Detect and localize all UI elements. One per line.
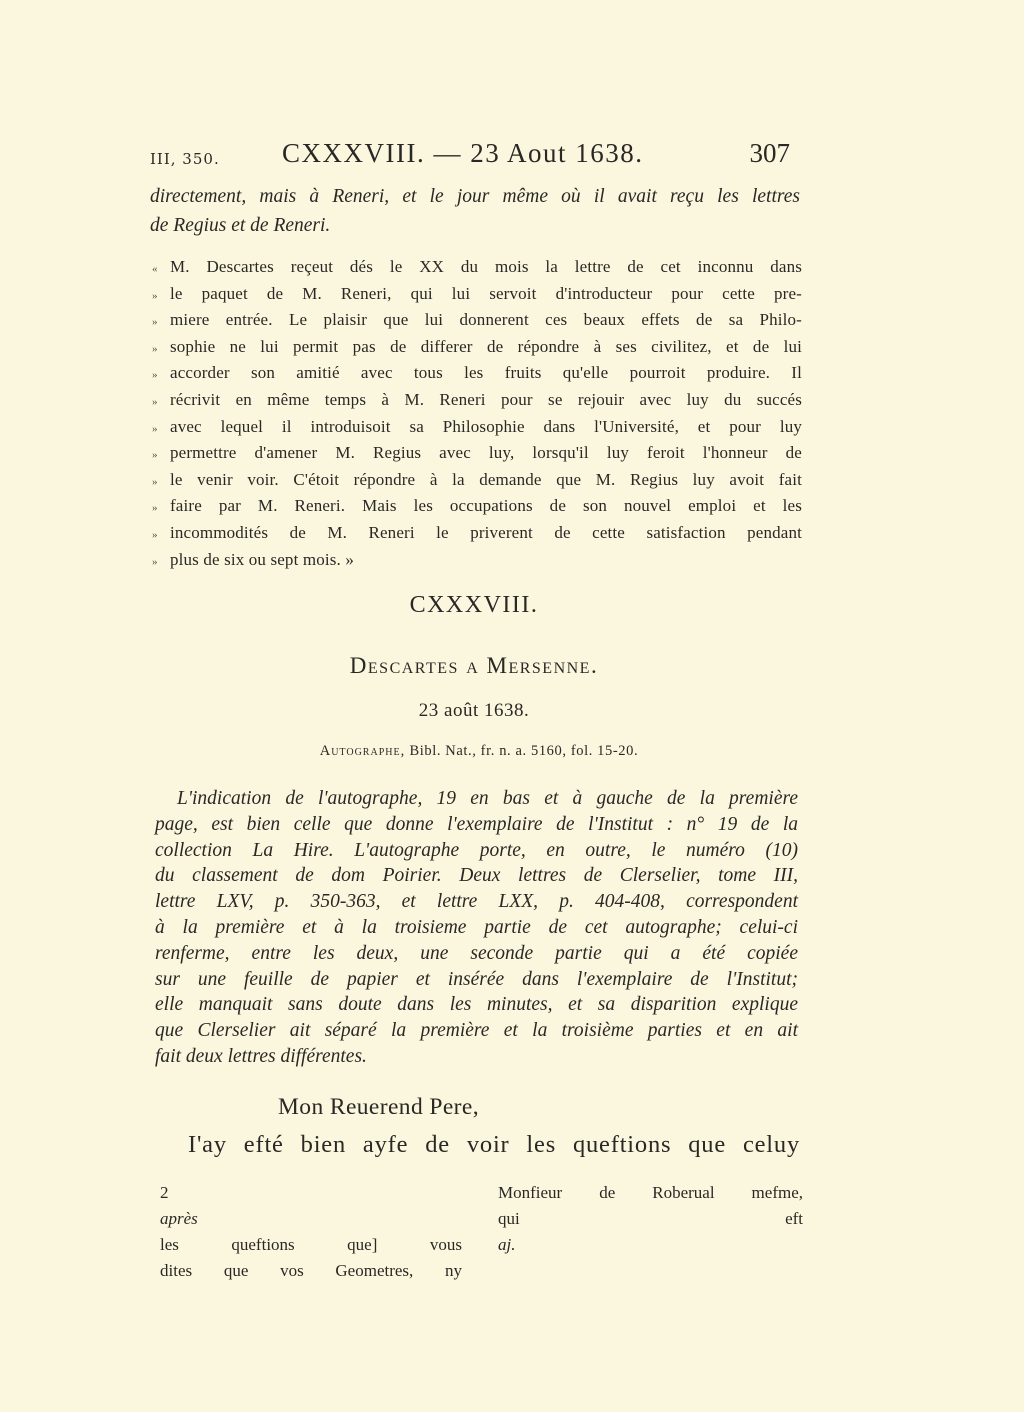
variant-line (498, 1206, 803, 1258)
variant-text: qui eft (498, 1209, 803, 1228)
quote-text: miere entrée. Le plaisir que lui donnerent ces beaux effets de sa Philo- (170, 310, 802, 330)
variant-line (160, 1180, 462, 1258)
quote-text: accorder son amitié avec tous les fruits qu'elle pourroit produire. Il (170, 363, 802, 383)
variant-line: Monfieur de Roberual mefme, (498, 1183, 803, 1202)
note-line: du classement de dom Poirier. Deux lettres de Clerselier, tome III, (155, 865, 798, 887)
quote-line (152, 308, 802, 335)
quote-text: M. Descartes reçeut dés le XX du mois la lettre de cet inconnu dans (170, 257, 802, 276)
quote-text: récrivit en même temps à M. Reneri pour se rejouir avec luy du succés (170, 389, 802, 409)
variant-column-left (160, 1180, 462, 1284)
quote-line (152, 494, 802, 521)
variant-number: 2 (160, 1183, 169, 1202)
text-line: de Regius et de Reneri. (150, 215, 331, 236)
quote-mark: « (152, 263, 158, 275)
note-line: renferme, entre les deux, une seconde partie qui a été copiée (155, 942, 798, 964)
quote-line (152, 255, 802, 282)
intro-paragraph (150, 182, 800, 240)
source-label: Autographe, (319, 743, 406, 759)
quote-line (152, 335, 802, 362)
letter-title (0, 653, 948, 679)
quote-mark: » (152, 369, 158, 382)
quote-text: sophie ne lui permit pas de differer de répondre à ses civilitez, et de lui (170, 336, 802, 356)
quote-text: permettre d'amener M. Regius avec luy, lorsqu'il luy feroit l'honneur de (170, 443, 802, 463)
note-line: lettre LXV, p. 350-363, et lettre LXX, p. 404-408, correspondent (155, 891, 798, 913)
quote-text: plus de six ou sept mois. » (170, 549, 354, 569)
variant-lemma: après (160, 1209, 198, 1228)
quote-mark: » (152, 555, 158, 568)
editorial-note (155, 786, 798, 1070)
quote-mark: » (152, 342, 158, 355)
variant-text: les queftions que] vous (160, 1235, 462, 1254)
quote-text: faire par M. Reneri. Mais les occupations de son nouvel emploi et les (170, 496, 802, 516)
quote-line (152, 548, 802, 575)
letter-number: CXXXVIII. (409, 592, 539, 618)
source-citation (0, 743, 958, 760)
note-line: elle manquait sans doute dans les minutes, et sa disparition explique (155, 994, 798, 1016)
quote-text: incommodités de M. Reneri le priverent de cette satisfaction pendant (170, 522, 802, 542)
letter-date: 23 août 1638. (418, 700, 530, 721)
quote-mark: » (152, 528, 158, 541)
source-reference: Bibl. Nat., fr. n. a. 5160, fol. 15-20. (405, 743, 639, 759)
volume-reference: III, 350. (150, 150, 220, 168)
quote-mark: » (152, 395, 158, 408)
quote-mark: » (152, 422, 158, 435)
salutation: Mon Reuerend Pere, (278, 1094, 480, 1120)
variant-line: dites que vos Geometres, ny (160, 1261, 462, 1280)
note-line: sur une feuille de papier et insérée dans l'exemplaire de l'Institut; (155, 968, 798, 990)
quote-mark: » (152, 289, 158, 302)
note-line: collection La Hire. L'autographe porte, en outre, le numéro (10) (155, 839, 798, 861)
quote-line (152, 361, 802, 388)
quote-mark: » (152, 475, 158, 488)
variant-column-right (498, 1180, 803, 1258)
variant-siglum: aj. (498, 1235, 516, 1254)
letter-title-text: Descartes a Mersenne. (349, 653, 599, 678)
quote-line (152, 468, 802, 495)
note-line: fait deux lettres différentes. (155, 1045, 367, 1067)
baillet-quotation (152, 255, 802, 574)
quote-mark: » (152, 502, 158, 515)
note-line: page, est bien celle que donne l'exemplaire de l'Institut : n° 19 de la (155, 813, 798, 835)
quote-text: le venir voir. C'étoit répondre à la demande que M. Regius luy avoit fait (170, 469, 802, 489)
text-line: directement, mais à Reneri, et le jour même où il avait reçu les lettres (150, 186, 800, 207)
quote-text: le paquet de M. Reneri, qui lui servoit d'introducteur pour cette pre- (170, 283, 802, 303)
note-line: que Clerselier ait séparé la première et la troisième parties et en ait (155, 1020, 798, 1042)
quote-line (152, 521, 802, 548)
running-head (150, 138, 790, 174)
quote-mark: » (152, 449, 158, 462)
note-line: L'indication de l'autographe, 19 en bas et à gauche de la première (177, 788, 798, 809)
running-title: CXXXVIII. — 23 Aout 1638. (282, 138, 644, 168)
quote-line (152, 415, 802, 442)
quote-mark: » (152, 316, 158, 329)
quote-line (152, 441, 802, 468)
quote-line (152, 388, 802, 415)
page-number: 307 (749, 138, 790, 168)
note-line: à la première et à la troisieme partie de cet autographe; celui-ci (155, 916, 798, 938)
quote-text: avec lequel il introduisoit sa Philosophie dans l'Université, et pour luy (170, 416, 802, 436)
quote-line (152, 282, 802, 309)
letter-opening-line: I'ay efté bien ayfe de voir les queftions que celuy (188, 1131, 800, 1158)
